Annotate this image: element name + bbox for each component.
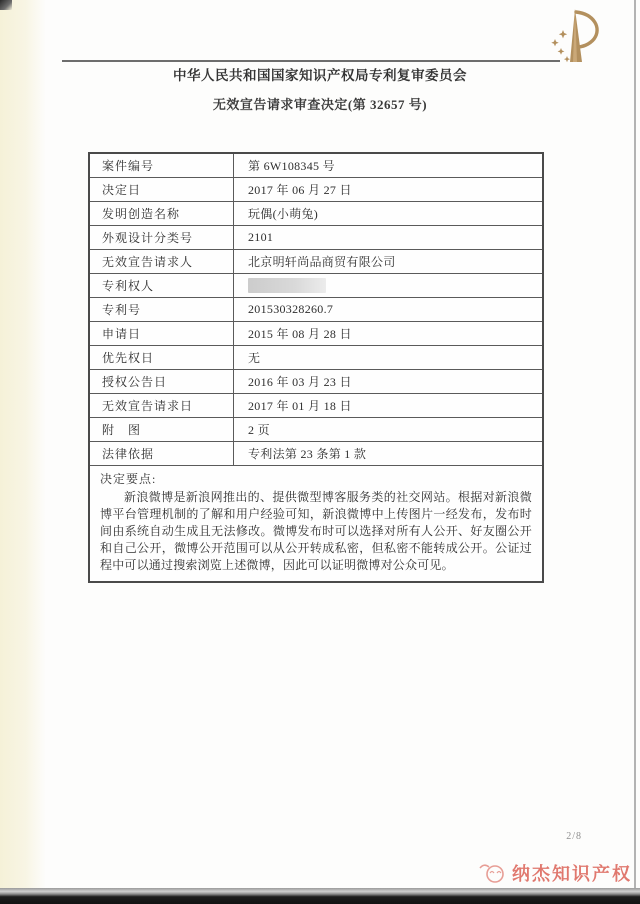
table-row [90, 201, 542, 225]
row-value: 201530328260.7 [248, 302, 334, 316]
row-label: 授权公告日 [90, 370, 234, 393]
row-label: 发明创造名称 [90, 202, 234, 225]
agency-watermark-text: 纳杰知识产权 [512, 864, 632, 884]
table-row [90, 297, 542, 321]
scan-edge-tint [0, 0, 46, 888]
row-label: 案件编号 [90, 154, 234, 177]
row-label: 决定日 [90, 178, 234, 201]
case-info-table [88, 152, 544, 583]
decision-points-section [90, 465, 542, 581]
table-row [90, 225, 542, 249]
scan-right-edge [634, 0, 636, 890]
table-row [90, 321, 542, 345]
redacted-value [248, 278, 326, 293]
table-row [90, 417, 542, 441]
page-number: 2/8 [566, 831, 582, 842]
row-label: 申请日 [90, 322, 234, 345]
scan-corner-artifact [0, 0, 12, 10]
row-value: 2 页 [248, 423, 270, 437]
row-value: 北京明轩尚品商贸有限公司 [248, 255, 396, 269]
row-value: 2017 年 06 月 27 日 [248, 183, 352, 197]
table-row [90, 345, 542, 369]
row-value: 无 [248, 351, 261, 365]
table-row [90, 393, 542, 417]
decision-points-heading: 决定要点: [100, 472, 157, 486]
decision-points-text: 新浪微博是新浪网推出的、提供微型博客服务类的社交网站。根据对新浪微博平台管理机制的了解和用户经验可知，新浪微博中上传图片一经发布，发布时间由系统自动生成且无法修改。微博发布时可以选择对所有人公开、好友圈公开和自己公开，微博公开范围可以从公开转成私密，但私密不能转成公开。公证过程中可以通过搜索浏览上述微博，因此可以证明微博对公众可见。 [100, 490, 532, 572]
table-row [90, 273, 542, 297]
agency-watermark [478, 860, 632, 886]
document-decision-title: 无效宣告请求审查决定(第 32657 号) [212, 97, 428, 112]
row-label: 法律依据 [90, 442, 234, 465]
document-authority-title: 中华人民共和国国家知识产权局专利复审委员会 [173, 68, 467, 83]
row-value: 玩偶(小萌兔) [248, 207, 319, 221]
row-value: 2101 [248, 230, 274, 244]
table-row [90, 154, 542, 177]
table-row [90, 369, 542, 393]
row-value: 2015 年 08 月 28 日 [248, 327, 352, 341]
table-row [90, 177, 542, 201]
row-label: 专利权人 [90, 274, 234, 297]
row-value: 专利法第 23 条第 1 款 [248, 447, 367, 461]
row-label: 无效宣告请求人 [90, 250, 234, 273]
row-label: 优先权日 [90, 346, 234, 369]
row-label: 附 图 [90, 418, 234, 441]
row-value: 2017 年 01 月 18 日 [248, 399, 352, 413]
najie-ip-logo-icon [478, 860, 508, 886]
row-value [234, 278, 542, 293]
row-label: 专利号 [90, 298, 234, 321]
row-value: 2016 年 03 月 23 日 [248, 375, 352, 389]
header-rule [62, 60, 560, 62]
row-value: 第 6W108345 号 [248, 159, 335, 173]
case-info-rows [90, 154, 542, 465]
table-row [90, 441, 542, 465]
table-row [90, 249, 542, 273]
row-label: 无效宣告请求日 [90, 394, 234, 417]
scan-bottom-band [0, 888, 640, 904]
row-label: 外观设计分类号 [90, 226, 234, 249]
